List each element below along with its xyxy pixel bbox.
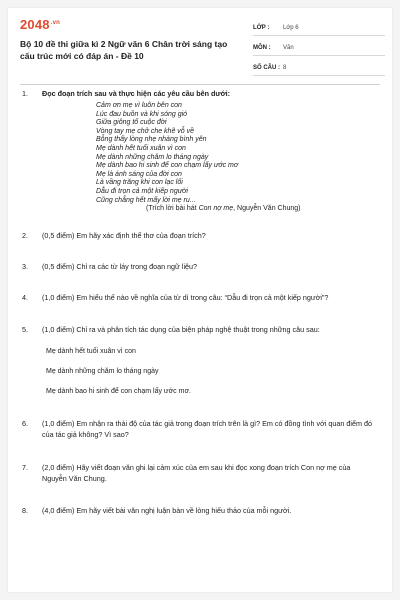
poem-line: Là vầng trăng khi con lạc lối: [96, 179, 183, 187]
question-6: 6. (1,0 điểm) Em nhận ra thái độ của tác giả trong đoạn trích trên là gì? Em có đồng tình với quan điểm đó của tác giả không? Vì sao?: [22, 419, 372, 439]
exam-meta: [253, 20, 385, 80]
question-2: 2. (0,5 điểm) Em hãy xác định thể thơ của đoạn trích?: [22, 231, 206, 240]
poem-line: Vòng tay mẹ chở che khẽ vỗ về: [96, 127, 195, 135]
quoted-line: Mẹ dành những chăm lo tháng ngày: [46, 368, 159, 375]
document-page: [8, 8, 392, 592]
quoted-line: Mẹ dành bao hi sinh để con chạm lấy ước mơ.: [46, 388, 191, 395]
question-1: 1. Đọc đoạn trích sau và thực hiện các yêu cầu bên dưới:: [22, 89, 231, 98]
poem-line: Mẹ dành hết tuổi xuân vì con: [96, 144, 186, 152]
meta-subject: MÔN : Văn: [253, 40, 385, 56]
poem-line: Mẹ là ánh sáng của đời con: [96, 170, 182, 178]
poem-line: Bỗng thấy lòng nhẹ nhàng bình yên: [96, 136, 207, 144]
poem-line: Dẫu đi trọn cả một kiếp người: [96, 187, 188, 195]
exam-title: Bộ 10 đề thi giữa kì 2 Ngữ văn 6 Chân trời sáng tạo cấu trúc mới có đáp án - Đề 10: [20, 39, 228, 61]
poem-line: Giữa giông tố cuộc đời: [96, 119, 167, 127]
divider: [20, 84, 380, 85]
quoted-line: Mẹ dành hết tuổi xuân vì con: [46, 348, 136, 355]
poem-line: Lúc đau buồn và khi sóng gió: [96, 110, 188, 118]
question-5: 5. (1,0 điểm) Chỉ ra và phân tích tác dụng của biện pháp nghệ thuật trong những câu sau:: [22, 325, 320, 334]
meta-question-count: SỐ CÂU : 8: [253, 60, 385, 76]
poem-excerpt: [96, 102, 301, 214]
site-logo[interactable]: $2048^{.vn}$: [20, 17, 61, 32]
question-7: 7. (2,0 điểm) Hãy viết đoạn văn ghi lại cảm xúc của em sau khi đọc xong đoạn trích Con nợ mẹ của Nguyễn Văn Chung.: [22, 463, 351, 483]
poem-source: (Trích lời bài hát Con nợ mẹ, Nguyễn Văn Chung): [146, 205, 301, 213]
question-4: 4. (1,0 điểm) Em hiểu thế nào về nghĩa của từ dì trong câu: “Dẫu đi trọn cả một kiếp người”?: [22, 293, 329, 302]
poem-line: Cũng chẳng hết mấy lời mẹ ru...: [96, 196, 196, 204]
question-8: 8. (4,0 điểm) Em hãy viết bài văn nghị luận bàn về lòng hiếu thảo của mỗi người.: [22, 506, 292, 515]
poem-line: Mẹ dành những chăm lo tháng ngày: [96, 153, 209, 161]
question-3: 3. (0,5 điểm) Chỉ ra các từ láy trong đoạn ngữ liệu?: [22, 262, 198, 271]
meta-class: LỚP : Lớp 6: [253, 20, 385, 36]
poem-line: Mẹ dành bao hi sinh để con chạm lấy ước mơ: [96, 162, 239, 170]
poem-line: Cảm ơn mẹ vì luôn bên con: [96, 102, 182, 109]
